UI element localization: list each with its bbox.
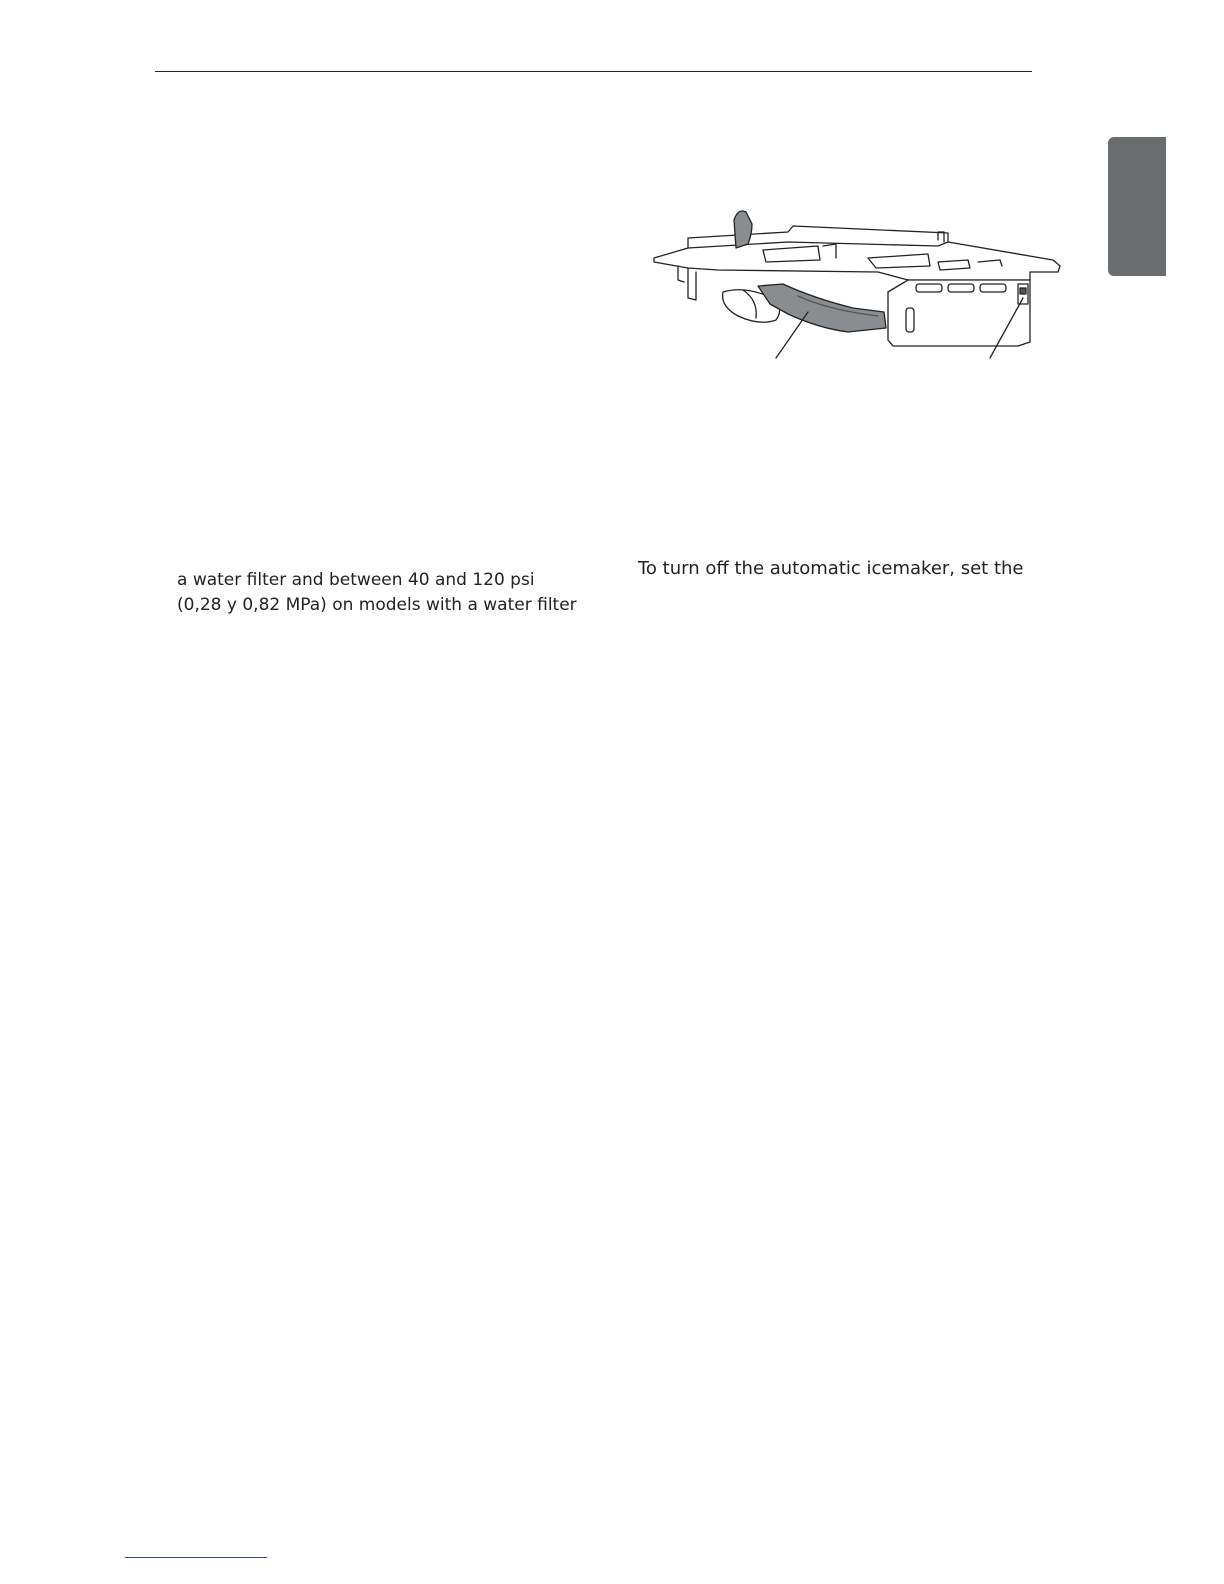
ice-tray-arm	[758, 284, 886, 332]
section-tab	[1108, 137, 1166, 276]
icemaker-illustration	[648, 200, 1068, 370]
text-line: To turn off the automatic icemaker, set the	[638, 558, 1024, 579]
header-rule	[155, 71, 1032, 72]
top-plate	[654, 226, 1060, 280]
text-line: a water filter and between 40 and 120 psi	[177, 570, 535, 590]
control-box	[888, 280, 1030, 346]
icemaker-instruction-text	[638, 556, 1024, 581]
footer-link-rule	[125, 1557, 267, 1558]
callout-line-tray	[776, 312, 808, 358]
water-pressure-text	[177, 568, 577, 618]
text-line: (0,28 y 0,82 MPa) on models with a water filter	[177, 595, 577, 615]
